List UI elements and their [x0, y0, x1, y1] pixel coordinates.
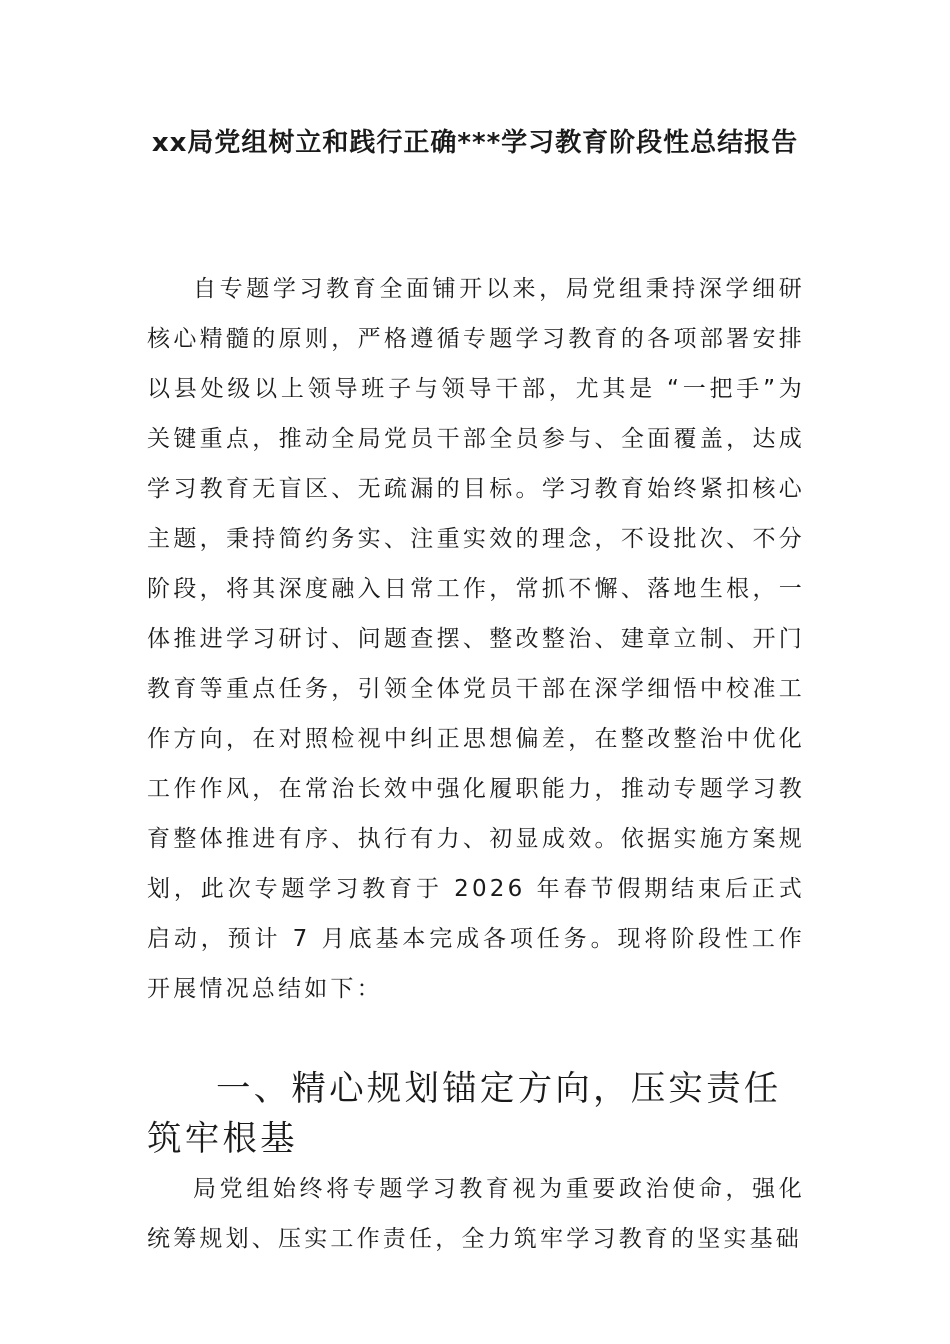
document-title: xx局党组树立和践行正确***学习教育阶段性总结报告 — [151, 128, 799, 158]
intro-paragraph: 自专题学习教育全面铺开以来，局党组秉持深学细研核心精髓的原则，严格遵循专题学习教育的各项部署安排以县处级以上领导班子与领导干部，尤其是 “一把手”为关键重点，推动全局党员干部全员参与、全面覆盖，达成学习教育无盲区、无疏漏的目标。学习教育始终紧扣核心主题，秉持简约务实、注重实效的理念，不设批次、不分阶段，将其深度融入日常工作，常抓不懈、落地生根，一体推进学习研讨、问题查摆、整改整治、建章立制、开门教育等重点任务，引领全体党员干部在深学细悟中校准工作方向，在对照检视中纠正思想偏差，在整改整治中优化工作作风，在常治长效中强化履职能力，推动专题学习教育整体推进有序、执行有力、初显成效。依据实施方案规划，此次专题学习教育于 2026 年春节假期结束后正式启动，预计 7 月底基本完成各项任务。现将阶段性工作开展情况总结如下： — [147, 276, 805, 1002]
document-body — [147, 264, 805, 1264]
section-paragraph: 局党组始终将专题学习教育视为重要政治使命，强化统筹规划、压实工作责任，全力筑牢学习教育的坚实基础 — [147, 1176, 805, 1252]
section-heading: 一、精心规划锚定方向，压实责任筑牢根基 — [147, 1069, 782, 1159]
